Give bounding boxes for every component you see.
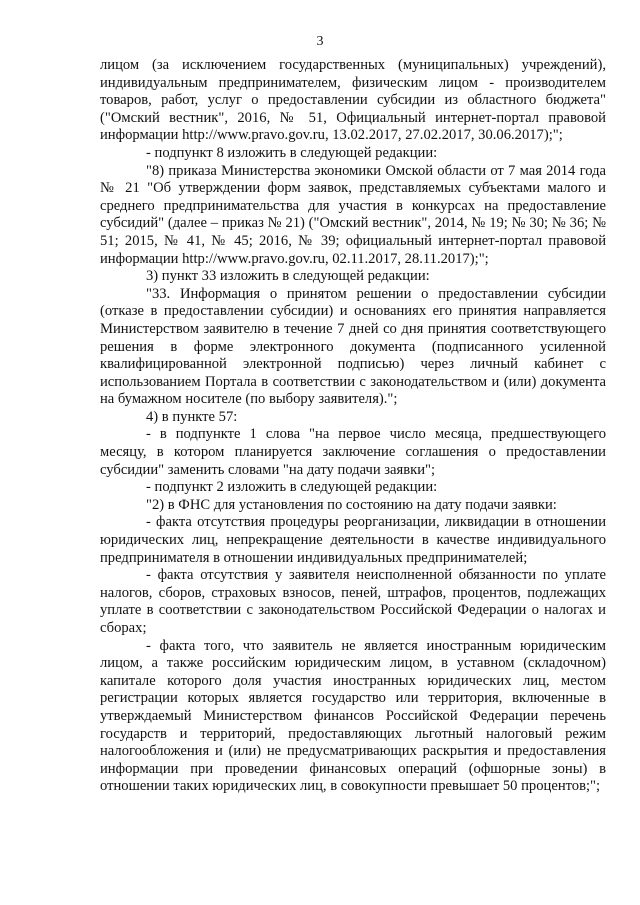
paragraph: "8) приказа Министерства экономики Омской области от 7 мая 2014 года № 21 "Об утверждении форм заявок, представляемых субъектами малого и среднего предпринимательства для участия в конкурсах на предоставление субсидий" (далее – приказ № 21) ("Омский вестник", 2014, № 19; № 30; № 36; № 51; 2015, № 41, № 45; 2016, № 39; официальный интернет-портал правовой информации http://www.pravo.gov.ru, 02.11.2017, 28.11.2017);";: [100, 162, 606, 267]
paragraph: 3) пункт 33 изложить в следующей редакции:: [146, 268, 430, 285]
paragraph: 4) в пункте 57:: [146, 408, 238, 425]
paragraph: лицом (за исключением государственных (муниципальных) учреждений), индивидуальным предпринимателем, физическим лицом - производителем товаров, работ, услуг о предоставлении субсидии из областного бюджета" ("Омский вестник", 2016, № 51, Официальный интернет-портал правовой информации http://www.pravo.gov.ru, 13.02.2017, 27.02.2017, 30.06.2017);";: [100, 57, 606, 144]
paragraph: "33. Информация о принятом решении о предоставлении субсидии (отказе в предоставлении субсидии) и основаниях его принятия направляется Министерством заявителю в течение 7 дней со дня принятия соответствующего решения в форме электронного документа (подписанного усиленной квалифицированной электронной подписью) через личный кабинет с использованием Портала в соответствии с законодательством и (или) документа на бумажном носителе (по выбору заявителя).";: [100, 285, 606, 408]
page-number: 3: [316, 34, 324, 49]
paragraph: "2) в ФНС для установления по состоянию на дату подачи заявки:: [146, 496, 557, 513]
paragraph: - факта отсутствия процедуры реорганизации, ликвидации в отношении юридических лиц, непрекращение деятельности в качестве индивидуального предпринимателя в отношении индивидуальных предпринимателей;: [100, 514, 606, 566]
paragraph: - факта того, что заявитель не является иностранным юридическим лицом, а также российским юридическим лицом, в уставном (складочном) капитале которого доля участия иностранных юридических лиц, местом регистрации которых является государство или территория, включенные в утверждаемый Министерством финансов Российской Федерации перечень государств и территорий, предоставляющих льготный налоговый режим налогообложения и (или) не предусматривающих раскрытия и предоставления информации при проведении финансовых операций (офшорные зоны) в отношении таких юридических лиц, в совокупности превышает 50 процентов;";: [100, 637, 606, 795]
paragraph: - подпункт 2 изложить в следующей редакции:: [146, 479, 438, 496]
paragraph: - в подпункте 1 слова "на первое число месяца, предшествующего месяцу, в котором планируется заключение соглашения о предоставлении субсидии" заменить словами "на дату подачи заявки";: [100, 426, 606, 478]
paragraph: - подпункт 8 изложить в следующей редакции:: [146, 144, 438, 161]
paragraph: - факта отсутствия у заявителя неисполненной обязанности по уплате налогов, сборов, страховых взносов, пеней, штрафов, процентов, подлежащих уплате в соответствии с законодательством Российской Федерации о налогах и сборах;: [100, 567, 606, 636]
document-body: [100, 57, 606, 796]
